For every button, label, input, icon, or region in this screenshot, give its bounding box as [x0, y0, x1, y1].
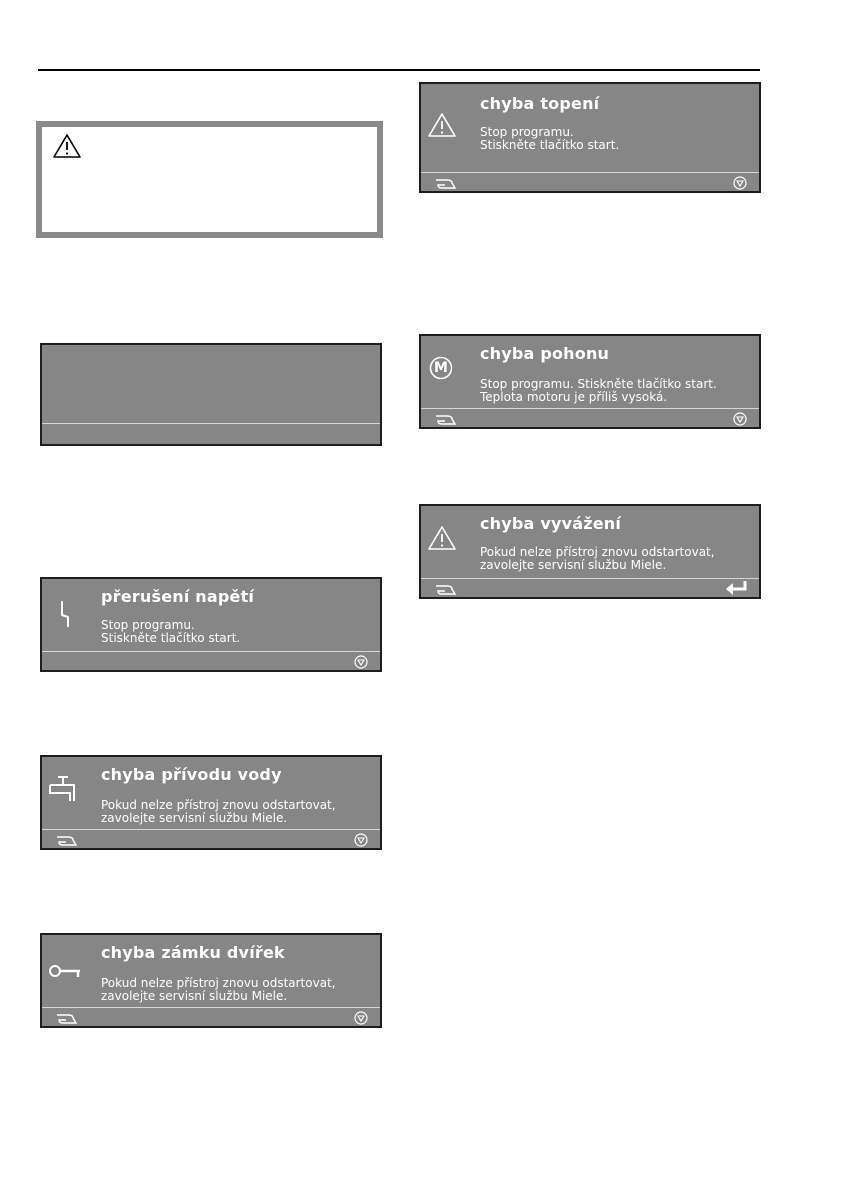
water-tap-icon [48, 775, 80, 805]
message-line-2: Stiskněte tlačítko start. [101, 631, 241, 645]
panel-separator [421, 172, 759, 173]
message-line-1: Pokud nelze přístroj znovu odstartovat, [101, 976, 336, 990]
hand-icon[interactable] [435, 176, 457, 190]
warning-box [36, 121, 383, 238]
panel-message [480, 546, 715, 572]
panel-message [101, 799, 336, 825]
display-panel-power-interruption [40, 577, 382, 672]
key-icon [48, 963, 82, 979]
panel-separator [421, 578, 759, 579]
return-arrow-icon[interactable] [725, 580, 747, 596]
message-line-1: Stop programu. [480, 125, 574, 139]
motor-icon-letter: M [434, 360, 448, 376]
panel-message [480, 126, 619, 152]
warning-triangle-icon [427, 112, 457, 138]
panel-message [101, 977, 336, 1003]
message-line-2: zavolejte servisní službu Miele. [101, 811, 288, 825]
message-line-2: Stiskněte tlačítko start. [480, 138, 620, 152]
panel-separator [42, 651, 380, 652]
panel-separator [421, 408, 759, 409]
message-line-1: Stop programu. [101, 618, 195, 632]
display-panel-balance [419, 504, 761, 599]
stop-icon[interactable] [354, 655, 368, 669]
panel-message [101, 619, 240, 645]
stop-icon[interactable] [354, 1011, 368, 1025]
header-rule [38, 69, 760, 71]
display-panel-door-lock [40, 933, 382, 1028]
panel-message [480, 378, 717, 404]
panel-title: přerušení napětí [101, 587, 255, 606]
panel-separator [42, 1007, 380, 1008]
warning-triangle-icon [427, 525, 457, 551]
hand-icon[interactable] [435, 582, 457, 596]
hand-icon[interactable] [435, 412, 457, 426]
message-line-2: zavolejte servisní službu Miele. [101, 989, 288, 1003]
panel-title: chyba přívodu vody [101, 765, 282, 784]
display-panel-water-inlet [40, 755, 382, 850]
message-line-1: Stop programu. Stiskněte tlačítko start. [480, 377, 717, 391]
stop-icon[interactable] [354, 833, 368, 847]
hand-icon[interactable] [56, 833, 78, 847]
stop-icon[interactable] [733, 412, 747, 426]
hand-icon[interactable] [56, 1011, 78, 1025]
panel-separator [42, 829, 380, 830]
message-line-2: Teplota motoru je příliš vysoká. [480, 390, 668, 404]
panel-title: chyba pohonu [480, 344, 610, 363]
display-panel-blank [40, 343, 382, 446]
panel-title: chyba topení [480, 94, 600, 113]
message-line-1: Pokud nelze přístroj znovu odstartovat, [101, 798, 336, 812]
panel-title: chyba zámku dvířek [101, 943, 285, 962]
message-line-1: Pokud nelze přístroj znovu odstartovat, [480, 545, 715, 559]
message-line-2: zavolejte servisní službu Miele. [480, 558, 667, 572]
display-panel-heating [419, 82, 761, 193]
stop-icon[interactable] [733, 176, 747, 190]
power-interruption-icon [58, 599, 72, 629]
warning-triangle-icon [52, 133, 82, 159]
panel-title: chyba vyvážení [480, 514, 622, 533]
panel-separator [42, 423, 380, 424]
display-panel-motor [419, 334, 761, 429]
